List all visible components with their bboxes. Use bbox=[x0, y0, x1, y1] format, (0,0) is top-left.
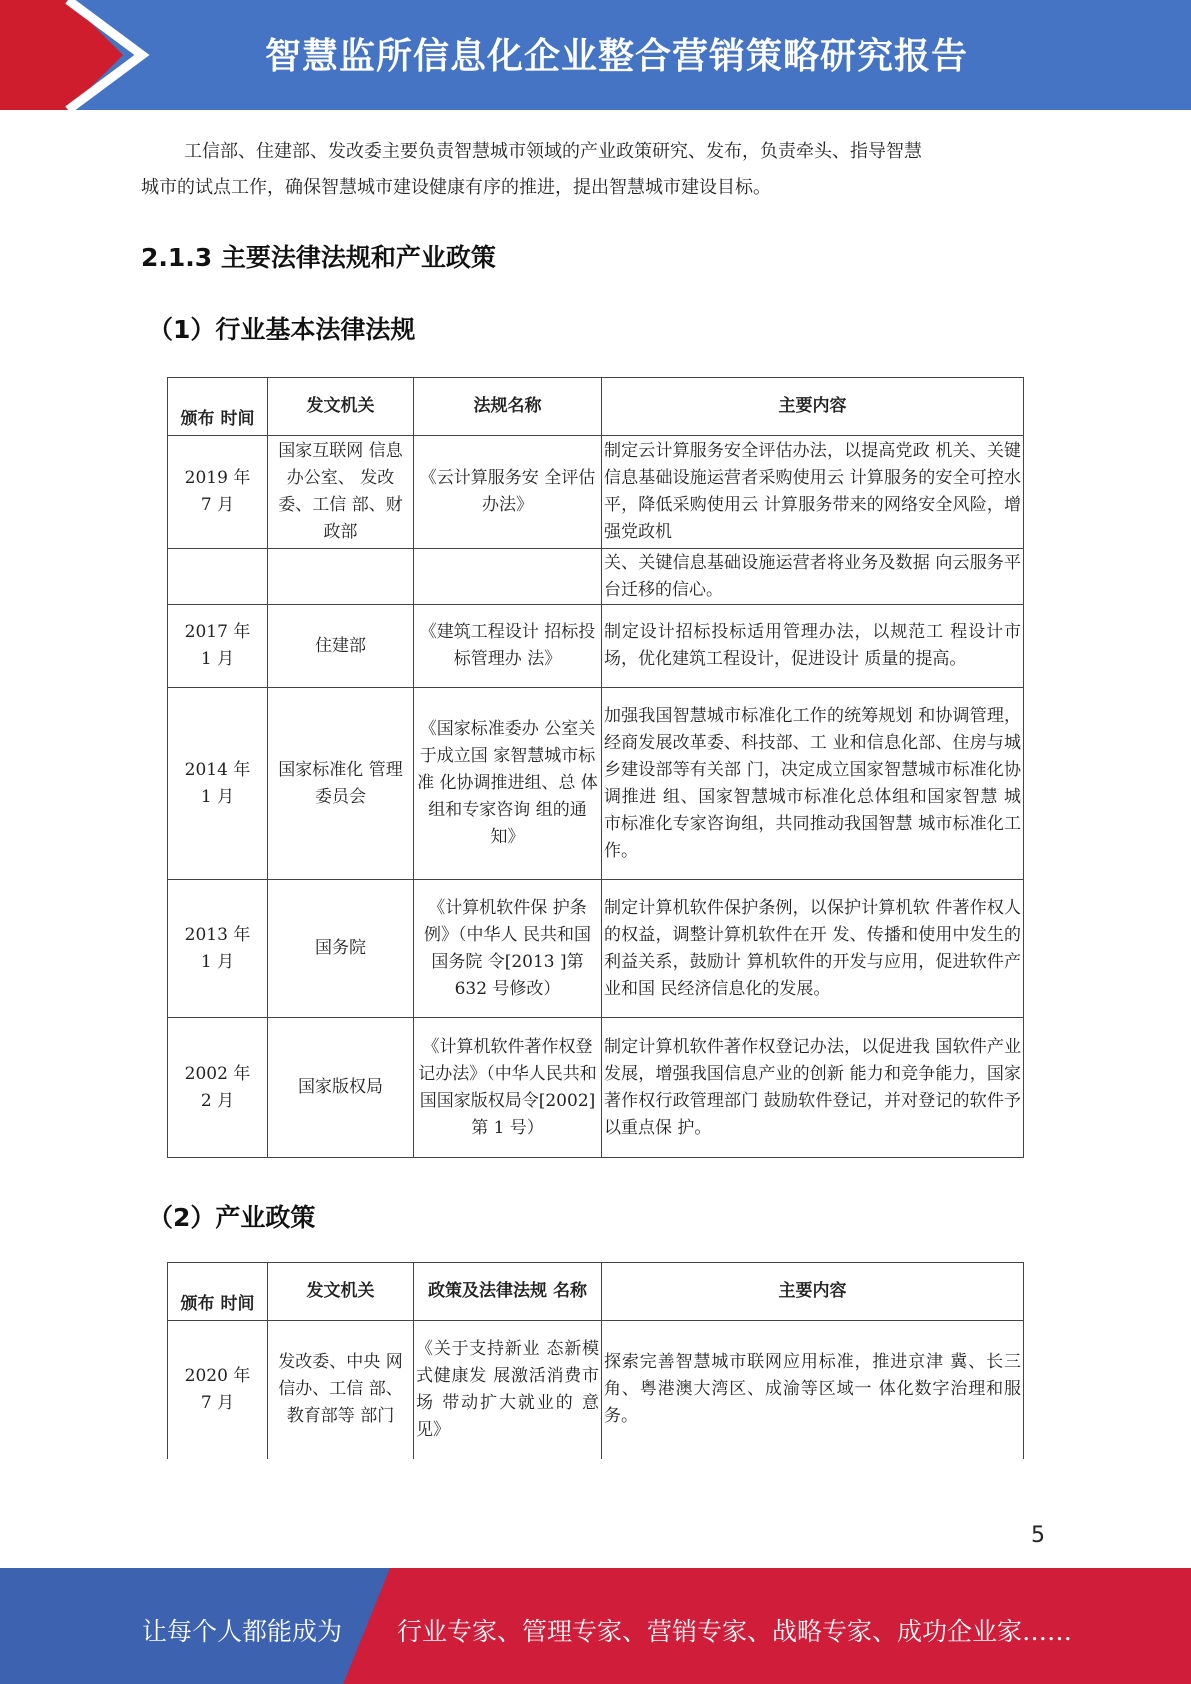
law-org-cell: 国家标准化 管理委员会 bbox=[268, 688, 414, 880]
policy-heading: （2）产业政策 bbox=[148, 1203, 316, 1232]
law-content-cell: 制定云计算服务安全评估办法，以提高党政 机关、关键信息基础设施运营者采购使用云 计算服务的安全可控水平，降低采购使用云 计算服务带来的网络安全风险，增强党政机 bbox=[602, 436, 1024, 549]
time-month: 2 月 bbox=[200, 1090, 235, 1111]
header-arrow-decoration bbox=[0, 0, 150, 110]
time-year: 2013 年 bbox=[184, 924, 251, 945]
policy-header-org: 发文机关 bbox=[268, 1263, 414, 1321]
table-row bbox=[168, 605, 1024, 688]
law-content-cell: 加强我国智慧城市标准化工作的统筹规划 和协调管理，经商发展改革委、科技部、工 业和信息化部、住房与城乡建设部等有关部 门，决定成立国家智慧城市标准化协调推进 组、国家智慧城市标准化总体组和国家智慧 城市标准化专家咨询组，共同推动我国智慧 城市标准化工作。 bbox=[602, 688, 1024, 880]
policy-header-content: 主要内容 bbox=[602, 1263, 1024, 1321]
intro-line-1: 工信部、住建部、发改委主要负责智慧城市领域的产业政策研究、发布，负责牵头、指导智慧 bbox=[184, 141, 922, 162]
law-time-cell bbox=[168, 549, 268, 605]
time-month: 1 月 bbox=[200, 951, 235, 972]
time-year: 2019 年 bbox=[184, 468, 251, 488]
law-org-cell: 住建部 bbox=[268, 605, 414, 688]
law-time-cell bbox=[168, 688, 268, 880]
time-month: 7 月 bbox=[200, 1392, 235, 1413]
law-name-cell: 《云计算服务安 全评估办法》 bbox=[414, 436, 602, 549]
law-org-cell: 国家版权局 bbox=[268, 1018, 414, 1158]
law-name-cell: 《国家标准委办 公室关于成立国 家智慧城市标准 化协调推进组、总 体组和专家咨询 组的通知》 bbox=[414, 688, 602, 880]
footer-slogan-right: 行业专家、管理专家、营销专家、战略专家、成功企业家…… bbox=[397, 1617, 1073, 1646]
law-table bbox=[167, 377, 1024, 1158]
law-time-cell bbox=[168, 436, 268, 549]
policy-table bbox=[167, 1262, 1024, 1459]
law-header-name: 法规名称 bbox=[414, 378, 602, 436]
report-title: 智慧监所信息化企业整合营销策略研究报告 bbox=[265, 36, 969, 77]
law-header-time: 颁布 时间 bbox=[168, 378, 268, 436]
intro-paragraph bbox=[141, 134, 1046, 206]
law-content-cell: 制定计算机软件著作权登记办法，以促进我 国软件产业发展，增强我国信息产业的创新 能力和竞争能力，国家著作权行政管理部门 鼓励软件登记，并对登记的软件予以重点保 护。 bbox=[602, 1018, 1024, 1158]
footer-slogan-left: 让每个人都能成为 bbox=[142, 1617, 343, 1646]
policy-time-cell bbox=[168, 1321, 268, 1459]
policy-header-name: 政策及法律法规 名称 bbox=[414, 1263, 602, 1321]
law-content-cell: 制定设计招标投标适用管理办法，以规范工 程设计市场，优化建筑工程设计，促进设计 质量的提高。 bbox=[602, 605, 1024, 688]
table-row bbox=[168, 1018, 1024, 1158]
time-month: 1 月 bbox=[200, 786, 235, 807]
law-name-cell: 《计算机软件保 护条例》（中华人 民共和国国务院 令[2013 ]第 632 号修改） bbox=[414, 880, 602, 1018]
policy-name-cell: 《关于支持新业 态新模式健康发 展激活消费市场 带动扩大就业的 意见》 bbox=[414, 1321, 602, 1459]
page-number: 5 bbox=[1031, 1523, 1045, 1548]
law-header-org: 发文机关 bbox=[268, 378, 414, 436]
time-month: 1 月 bbox=[200, 649, 235, 669]
law-org-cell: 国家互联网 信息办公室、 发改委、工信 部、财政部 bbox=[268, 436, 414, 549]
law-content-cell: 关、关键信息基础设施运营者将业务及数据 向云服务平台迁移的信心。 bbox=[602, 549, 1024, 605]
law-time-cell bbox=[168, 605, 268, 688]
intro-line-2: 城市的试点工作，确保智慧城市建设健康有序的推进，提出智慧城市建设目标。 bbox=[141, 177, 771, 198]
law-org-cell: 国务院 bbox=[268, 880, 414, 1018]
policy-org-cell: 发改委、中央 网信办、工信 部、教育部等 部门 bbox=[268, 1321, 414, 1459]
law-heading: （1）行业基本法律法规 bbox=[148, 315, 416, 344]
policy-table-header bbox=[168, 1263, 1024, 1321]
policy-content-cell: 探索完善智慧城市联网应用标准，推进京津 冀、长三角、粤港澳大湾区、成渝等区域一 体化数字治理和服务。 bbox=[602, 1321, 1024, 1459]
policy-header-time: 颁布 时间 bbox=[168, 1263, 268, 1321]
time-year: 2002 年 bbox=[184, 1063, 251, 1084]
time-year: 2020 年 bbox=[184, 1365, 251, 1386]
time-year: 2014 年 bbox=[184, 759, 251, 780]
law-table-header bbox=[168, 378, 1024, 436]
table-row bbox=[168, 549, 1024, 605]
law-content-cell: 制定计算机软件保护条例，以保护计算机软 件著作权人的权益，调整计算机软件在开 发、传播和使用中发生的利益关系，鼓励计 算机软件的开发与应用，促进软件产业和国 民经济信息化的发展。 bbox=[602, 880, 1024, 1018]
law-time-cell bbox=[168, 1018, 268, 1158]
law-org-cell bbox=[268, 549, 414, 605]
time-month: 7 月 bbox=[200, 495, 235, 515]
time-year: 2017 年 bbox=[184, 622, 251, 642]
table-row bbox=[168, 436, 1024, 549]
law-name-cell: 《计算机软件著作权登记办法》（中华人民共和国国家版权局令[2002]第 1 号） bbox=[414, 1018, 602, 1158]
law-name-cell: 《建筑工程设计 招标投标管理办 法》 bbox=[414, 605, 602, 688]
table-row bbox=[168, 1321, 1024, 1459]
table-row bbox=[168, 688, 1024, 880]
law-name-cell bbox=[414, 549, 602, 605]
law-time-cell bbox=[168, 880, 268, 1018]
law-header-content: 主要内容 bbox=[602, 378, 1024, 436]
section-heading: 2.1.3 主要法律法规和产业政策 bbox=[141, 243, 496, 272]
table-row bbox=[168, 880, 1024, 1018]
